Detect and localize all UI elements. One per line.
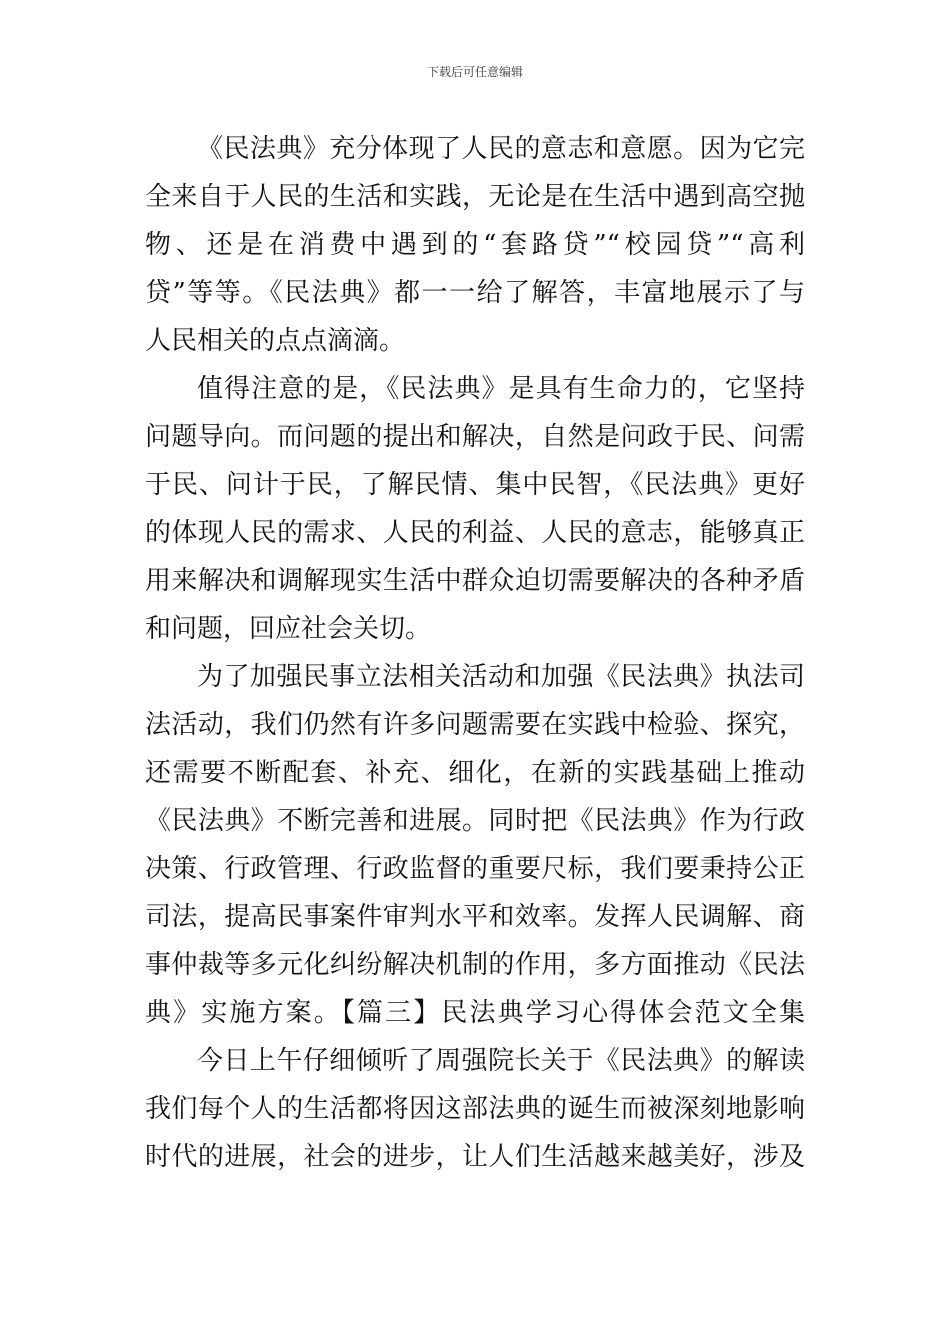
text-line: 《民法典》不断完善和进展。同时把《民法典》作为行政: [145, 806, 805, 836]
text-line: 《民法典》充分体现了人民的意志和意愿。因为它完: [197, 134, 805, 164]
text-line: 事仲裁等多元化纠纷解决机制的作用，多方面推动《民法: [145, 950, 805, 980]
text-line: 全来自于人民的生活和实践，无论是在生活中遇到高空抛: [145, 182, 805, 212]
page-header: 下载后可任意编辑: [426, 65, 523, 79]
text-line: 人民相关的点点滴滴。: [145, 326, 406, 356]
text-line: 和问题，回应社会关切。: [145, 614, 432, 644]
text-line: 时代的进展，社会的进步，让人们生活越来越美好，涉及: [145, 1142, 805, 1172]
text-line: 典》实施方案。【篇三】民法典学习心得体会范文全集: [145, 998, 805, 1028]
document-body: [145, 125, 805, 1181]
text-line: 今日上午仔细倾听了周强院长关于《民法典》的解读: [197, 1046, 805, 1076]
text-line: 用来解决和调解现实生活中群众迫切需要解决的各种矛盾: [145, 566, 805, 596]
text-line: 还需要不断配套、补充、细化，在新的实践基础上推动: [145, 758, 805, 788]
text-line: 贷”等等。《民法典》都一一给了解答，丰富地展示了与: [145, 278, 805, 308]
text-line: 于民、问计于民，了解民情、集中民智，《民法典》更好: [145, 470, 805, 500]
text-line: 物、还是在消费中遇到的“套路贷”“校园贷”“高利: [145, 230, 805, 260]
text-line: 为了加强民事立法相关活动和加强《民法典》执法司: [197, 662, 805, 692]
text-line: 司法，提高民事案件审判水平和效率。发挥人民调解、商: [145, 902, 805, 932]
text-line: 法活动，我们仍然有许多问题需要在实践中检验、探究，: [145, 710, 805, 740]
text-line: 决策、行政管理、行政监督的重要尺标，我们要秉持公正: [145, 854, 805, 884]
text-line: 问题导向。而问题的提出和解决，自然是问政于民、问需: [145, 422, 805, 452]
text-line: 值得注意的是，《民法典》是具有生命力的，它坚持: [197, 374, 805, 404]
text-line: 我们每个人的生活都将因这部法典的诞生而被深刻地影响: [145, 1094, 805, 1124]
text-line: 的体现人民的需求、人民的利益、人民的意志，能够真正: [145, 518, 805, 548]
